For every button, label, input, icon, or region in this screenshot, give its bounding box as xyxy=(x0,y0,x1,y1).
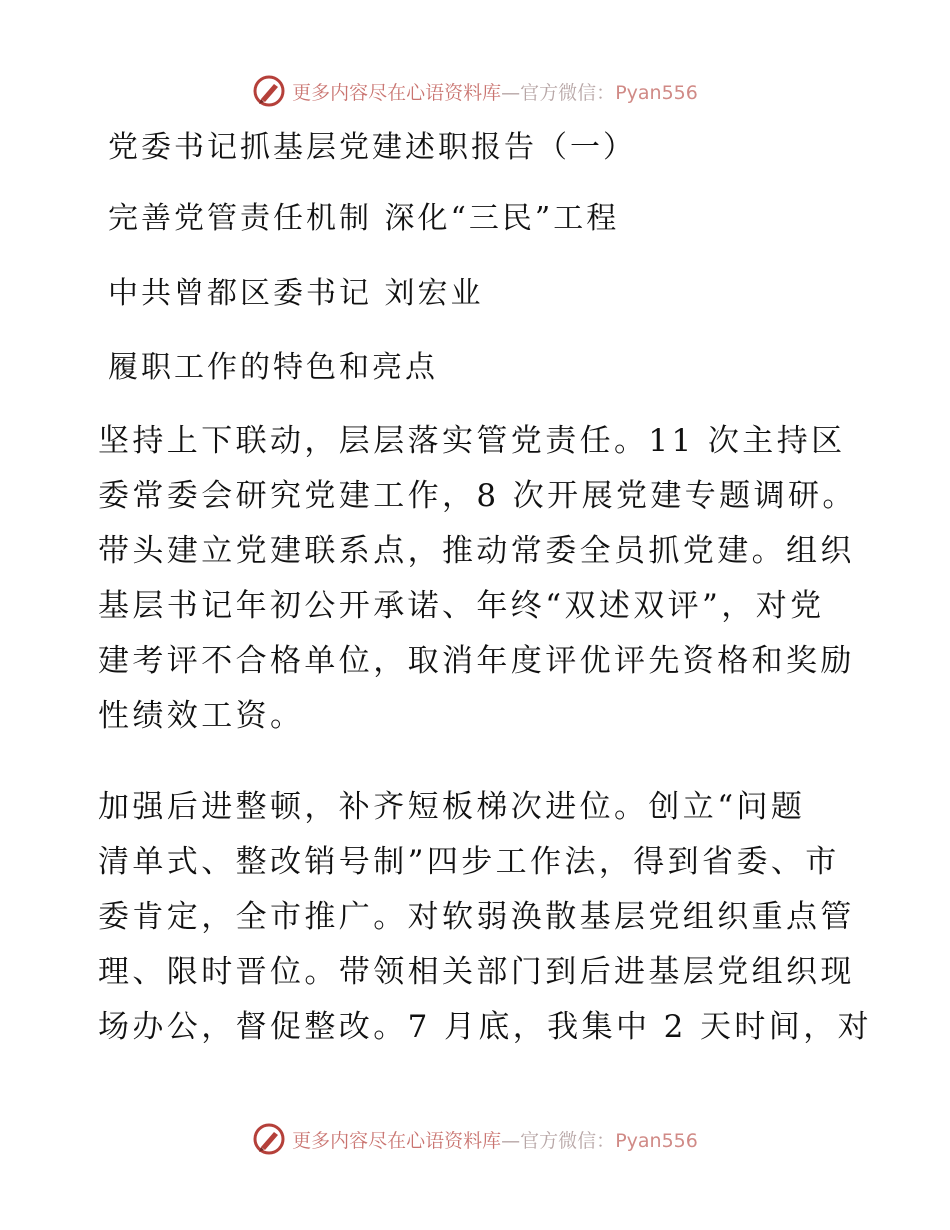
watermark-banner-bottom xyxy=(0,1119,950,1159)
paragraph-line: 清单式、整改销号制”四步工作法，得到省委、市 xyxy=(98,844,840,880)
body-paragraph-1 xyxy=(98,414,858,744)
paragraph-line: 建考评不合格单位，取消年度评优评先资格和奖励 xyxy=(98,643,855,679)
paragraph-line: 加强后进整顿，补齐短板梯次进位。创立“问题 xyxy=(98,789,806,825)
paragraph-line: 带头建立党建联系点，推动常委全员抓党建。组织 xyxy=(98,533,855,569)
watermark-text: 更多内容尽在心语资料库—官方微信：Pyan556 xyxy=(292,1129,698,1152)
paragraph-line: 基层书记年初公开承诺、年终“双述双评”，对党 xyxy=(98,588,825,624)
document-subtitle: 完善党管责任机制 深化“三民”工程 xyxy=(108,201,620,236)
section-heading: 履职工作的特色和亮点 xyxy=(108,350,438,385)
watermark-text: 更多内容尽在心语资料库—官方微信：Pyan556 xyxy=(292,81,698,104)
pen-logo-icon xyxy=(252,1122,286,1156)
paragraph-line: 坚持上下联动，层层落实管党责任。11 次主持区 xyxy=(98,423,846,459)
pen-logo-icon xyxy=(252,74,286,108)
body-paragraph-2 xyxy=(98,780,873,1055)
paragraph-line: 理、限时晋位。带领相关部门到后进基层党组织现 xyxy=(98,954,855,990)
author-line: 中共曾都区委书记 刘宏业 xyxy=(108,276,484,311)
paragraph-line: 委常委会研究党建工作，8 次开展党建专题调研。 xyxy=(98,478,857,514)
paragraph-line: 场办公，督促整改。7 月底，我集中 2 天时间，对 xyxy=(98,1009,873,1045)
paragraph-line: 性绩效工资。 xyxy=(98,698,305,734)
watermark-banner-top xyxy=(0,71,950,111)
paragraph-line: 委肯定，全市推广。对软弱涣散基层党组织重点管 xyxy=(98,899,855,935)
document-title: 党委书记抓基层党建述职报告（一） xyxy=(108,130,636,165)
